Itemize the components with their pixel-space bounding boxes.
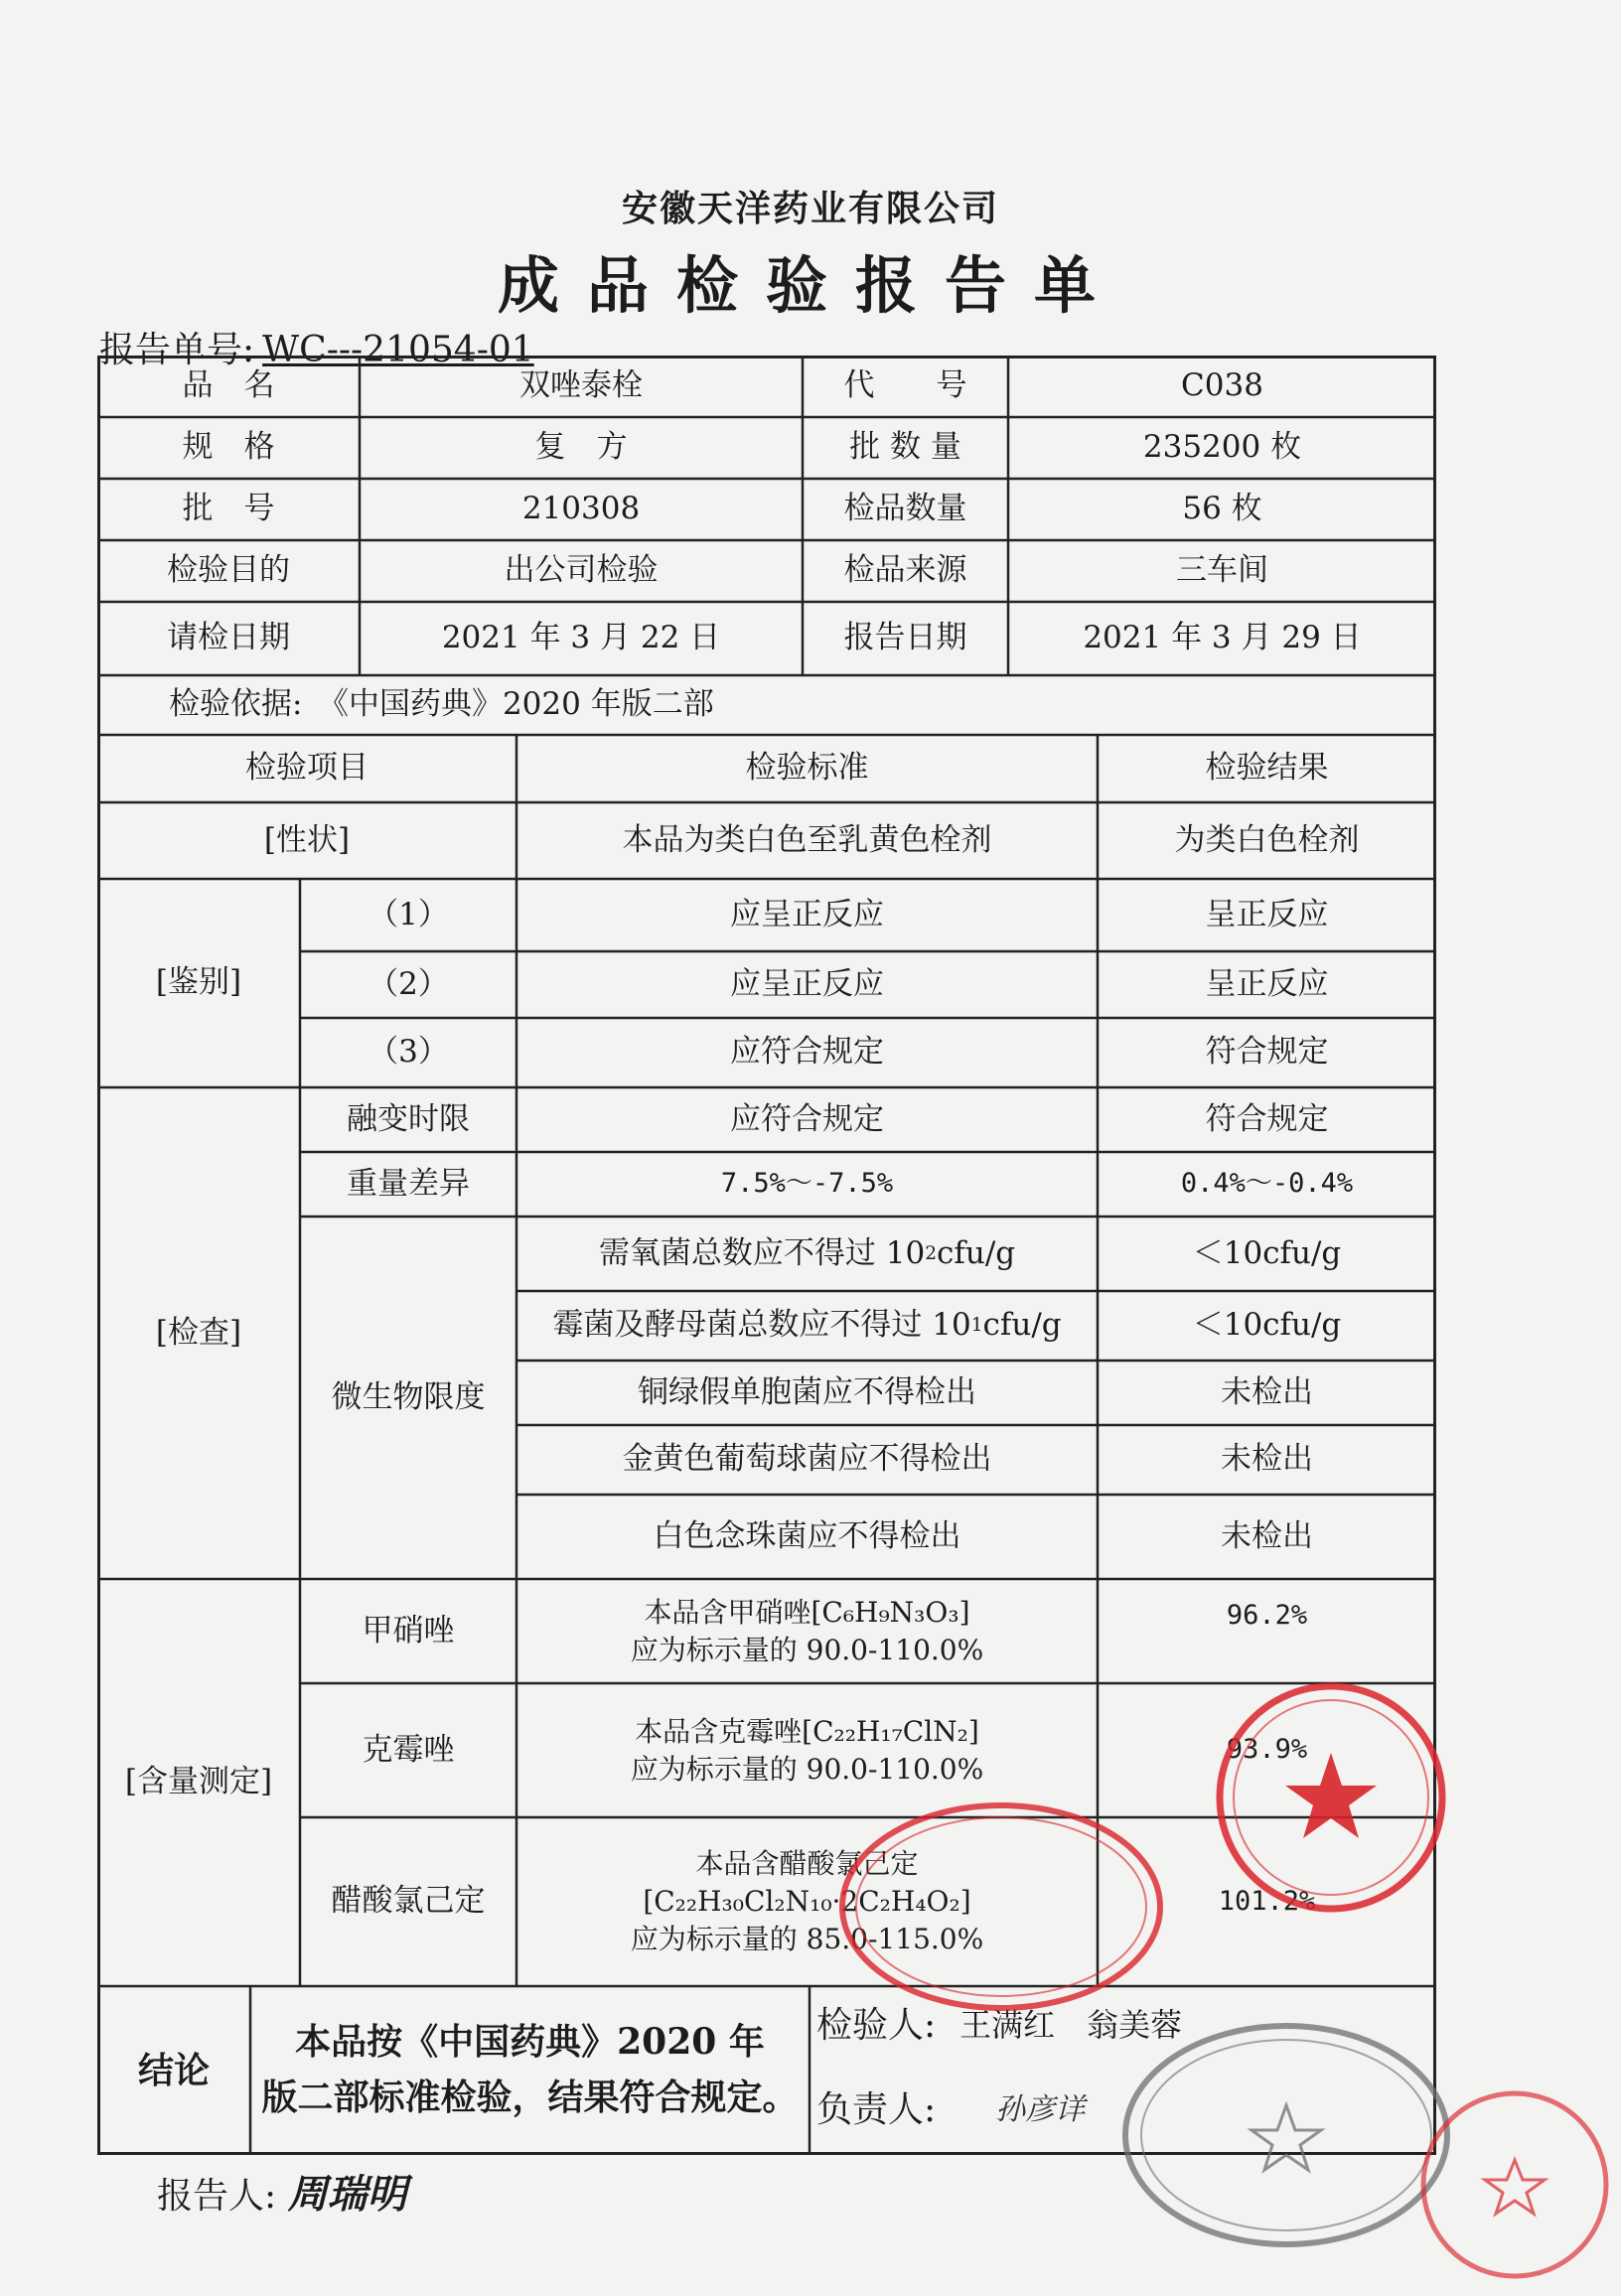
identification-standard-1: 应呈正反应 [730, 896, 884, 933]
yancheng-quality-stamp [832, 1793, 1170, 2021]
sample-qty-label: 检品数量 [843, 491, 967, 527]
reporter-row [157, 2163, 407, 2220]
assay-standard-1 [516, 1579, 1098, 1683]
batch-qty-value: 235200 枚 [1142, 429, 1302, 466]
batch-no-label: 批 号 [182, 491, 275, 527]
product-name-value: 双唑泰栓 [519, 367, 643, 404]
micro-standard-1-exp: 2 [925, 1242, 938, 1264]
document-title: 成品检验报告单 [497, 249, 1123, 322]
assay-standard-1-line3: 应为标示量的 90.0-110.0% [630, 1633, 984, 1666]
conclusion-line-1: 本品按《中国药典》2020 年 [295, 2021, 765, 2064]
melting-standard: 应符合规定 [730, 1100, 884, 1137]
report-number-label: 报告单号: [99, 330, 255, 370]
assay-result-2: 93.9% [1226, 1734, 1308, 1766]
micro-standard-1-unit: cfu/g [937, 1234, 1016, 1271]
tianyang-inspection-stamp [1117, 2016, 1455, 2254]
micro-standard-1 [516, 1217, 1098, 1291]
assay-standard-3-line3: 应为标示量的 85.0-115.0% [630, 1922, 984, 1955]
purpose-value: 出公司检验 [504, 552, 659, 589]
identification-sub-1: （1） [368, 896, 449, 933]
code-value: C038 [1181, 367, 1263, 404]
identification-result-2: 呈正反应 [1205, 965, 1329, 1002]
assay-label: [含量测定] [124, 1764, 273, 1800]
product-name-label: 品 名 [182, 367, 275, 404]
reporter-label: 报告人: [157, 2176, 277, 2217]
assay-standard-3-line2: [C₂₂H₃₀Cl₂N₁₀·2C₂H₄O₂] [643, 1885, 971, 1919]
request-date-value: 2021 年 3 月 22 日 [441, 620, 721, 656]
appearance-standard: 本品为类白色至乳黄色栓剂 [622, 821, 992, 858]
request-date-label: 请检日期 [167, 620, 290, 656]
spec-value: 复 方 [534, 429, 628, 466]
col-header-item: 检验项目 [245, 750, 368, 787]
inspector-label: 检验人: [816, 2004, 937, 2046]
assay-standard-3-line1: 本品含醋酸氯己定 [695, 1847, 919, 1881]
batch-qty-label: 批 数 量 [849, 429, 961, 466]
assay-result-3: 101.2% [1218, 1885, 1316, 1917]
micro-result-1: ＜10cfu/g [1192, 1234, 1342, 1271]
inspection-basis: 检验依据: 《中国药典》2020 年版二部 [169, 686, 714, 723]
micro-standard-4: 金黄色葡萄球菌应不得检出 [622, 1441, 992, 1478]
micro-standard-1-text: 需氧菌总数应不得过 10 [598, 1234, 926, 1271]
source-label: 检品来源 [843, 552, 967, 589]
melting-result: 符合规定 [1205, 1100, 1329, 1137]
melting-label: 融变时限 [347, 1100, 470, 1137]
corner-red-stamp [1410, 2081, 1609, 2284]
assay-sub-3: 醋酸氯己定 [331, 1883, 486, 1920]
purpose-label: 检验目的 [167, 552, 290, 589]
sample-qty-value: 56 枚 [1182, 491, 1262, 527]
weight-standard: 7.5%～-7.5% [720, 1168, 894, 1200]
weight-label: 重量差异 [347, 1165, 470, 1202]
nanjing-quality-stamp [1207, 1673, 1455, 1922]
conclusion-line-2: 版二部标准检验，结果符合规定。 [261, 2077, 799, 2118]
micro-standard-2-exp: 1 [970, 1315, 983, 1337]
identification-sub-2: （2） [368, 965, 449, 1002]
conclusion-label: 结论 [137, 2049, 210, 2091]
micro-standard-2 [516, 1291, 1098, 1361]
assay-sub-1: 甲硝唑 [362, 1612, 455, 1649]
responsible-label: 负责人: [816, 2088, 937, 2130]
report-date-value: 2021 年 3 月 29 日 [1083, 620, 1362, 656]
assay-standard-2-line3: 应为标示量的 90.0-110.0% [630, 1752, 984, 1786]
micro-standard-2-unit: cfu/g [982, 1307, 1062, 1344]
company-name: 安徽天洋药业有限公司 [621, 188, 999, 229]
micro-standard-2-text: 霉菌及酵母菌总数应不得过 10 [552, 1307, 971, 1344]
micro-standard-3: 铜绿假单胞菌应不得检出 [638, 1373, 976, 1410]
micro-standard-5: 白色念珠菌应不得检出 [653, 1517, 961, 1554]
report-number-value: WC---21054-01 [262, 330, 534, 370]
col-header-result: 检验结果 [1205, 750, 1329, 787]
assay-result-1: 96.2% [1226, 1600, 1308, 1632]
appearance-result: 为类白色栓剂 [1174, 821, 1360, 858]
assay-sub-2: 克霉唑 [362, 1731, 455, 1768]
code-label: 代 号 [843, 367, 967, 404]
micro-result-5: 未检出 [1221, 1517, 1313, 1554]
micro-result-2: ＜10cfu/g [1192, 1307, 1342, 1344]
reporter-signature: 周瑞明 [287, 2171, 407, 2218]
micro-label: 微生物限度 [331, 1378, 486, 1415]
weight-result: 0.4%～-0.4% [1180, 1168, 1354, 1200]
col-header-standard: 检验标准 [745, 750, 869, 787]
identification-result-3: 符合规定 [1205, 1034, 1329, 1071]
batch-no-value: 210308 [521, 491, 641, 527]
inspector-names: 王满红 翁美蓉 [959, 2006, 1183, 2045]
micro-result-3: 未检出 [1221, 1373, 1313, 1410]
checks-label: [检查] [155, 1314, 242, 1351]
conclusion-text [250, 1986, 810, 2155]
assay-standard-1-line1: 本品含甲硝唑[C₆H₉N₃O₃] [644, 1595, 970, 1629]
source-value: 三车间 [1176, 552, 1268, 589]
identification-sub-3: （3） [368, 1034, 449, 1071]
identification-standard-3: 应符合规定 [730, 1034, 884, 1071]
spec-label: 规 格 [182, 429, 275, 466]
identification-standard-2: 应呈正反应 [730, 965, 884, 1002]
report-date-label: 报告日期 [843, 620, 967, 656]
appearance-label: [性状] [263, 821, 351, 858]
identification-result-1: 呈正反应 [1205, 896, 1329, 933]
micro-result-4: 未检出 [1221, 1441, 1313, 1478]
assay-standard-2-line1: 本品含克霉唑[C₂₂H₁₇ClN₂] [635, 1714, 979, 1748]
identification-label: [鉴别] [155, 964, 242, 1001]
responsible-signature: 孙彦详 [995, 2091, 1086, 2127]
